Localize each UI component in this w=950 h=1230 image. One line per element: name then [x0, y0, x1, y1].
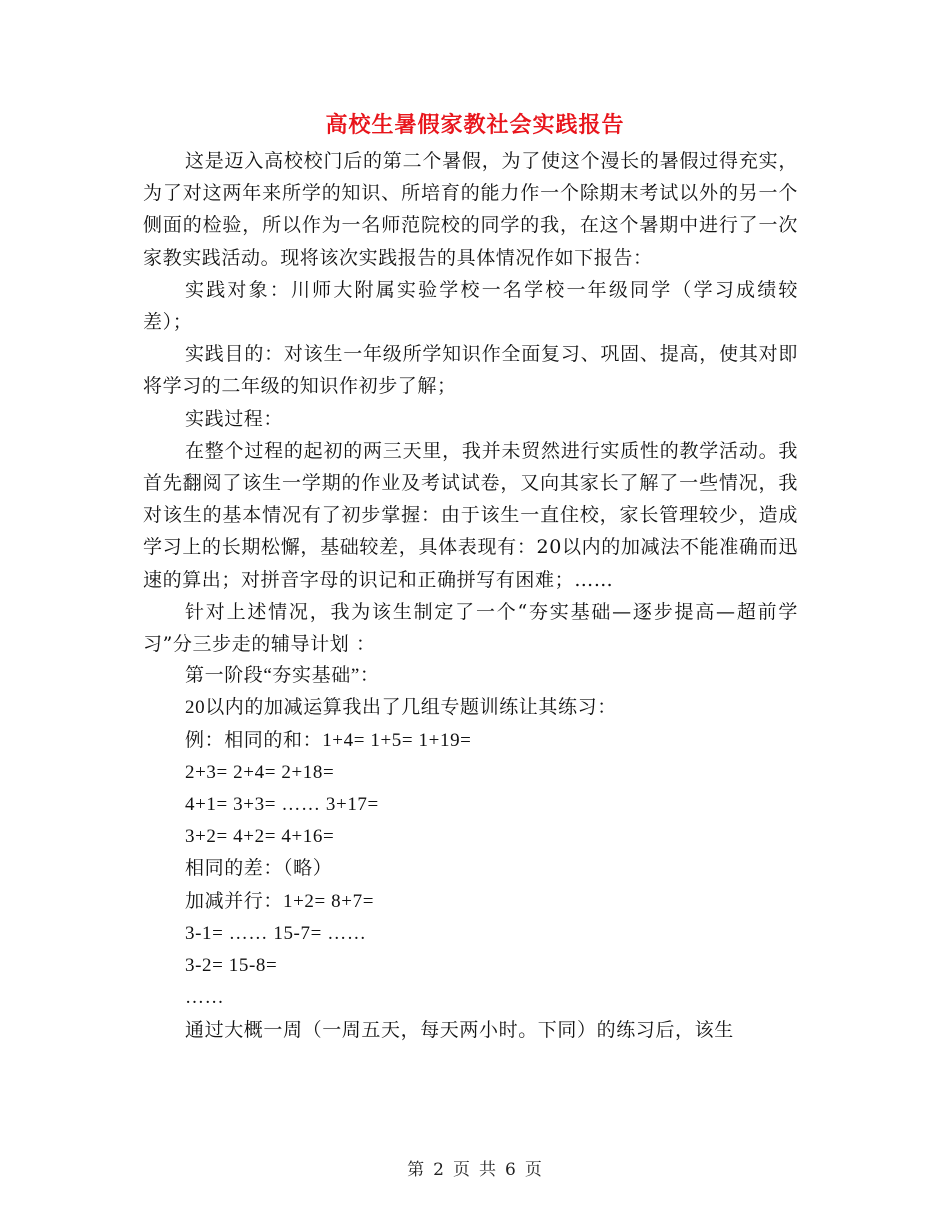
footer-page-number: 2 [433, 1160, 445, 1180]
stage-one-heading: 第一阶段“夯实基础”： [185, 665, 380, 687]
page-footer [0, 1155, 950, 1180]
document-body [143, 145, 798, 1047]
paragraph-plan: 针对上述情况，我为该生制定了一个“夯实基础—逐步提高—超前学习”分三步走的辅导计划 ： [143, 600, 798, 656]
footer-page-mid: 页 [453, 1160, 471, 1180]
footer-total-suffix: 页 [524, 1160, 543, 1180]
paragraph-intro: 这是迈入高校校门后的第二个暑假，为了使这个漫长的暑假过得充实，为了对这两年来所学的知识、所培育的能力作一个除期末考试以外的另一个侧面的检验，所以作为一名师范院校的同学的我，在这个暑期中进行了一次家教实践活动。现将该次实践报告的具体情况作如下报告： [143, 150, 798, 269]
paragraph-process-detail: 在整个过程的起初的两三天里，我并未贸然进行实质性的教学活动。我首先翻阅了该生一学期的作业及考试试卷，又向其家长了解了一些情况，我对该生的基本情况有了初步掌握：由于该生一直住校，家长管理较少，造成学习上的长期松懈，基础较差，具体表现有：20以内的加减法不能准确而迅速的算出；对拼音字母的识记和正确拼写有困难；…… [143, 439, 798, 591]
exercise-intro-line: 20以内的加减运算我出了几组专题训练让其练习： [185, 697, 617, 719]
footer-total-pages: 6 [505, 1160, 517, 1180]
paragraph-practice-purpose: 实践目的：对该生一年级所学知识作全面复习、巩固、提高，使其对即将学习的二年级的知识作初步了解； [143, 343, 798, 398]
paragraph-continuation: 通过大概一周（一周五天，每天两小时。下同）的练习后，该生 [185, 1019, 734, 1042]
paragraph-practice-process-heading: 实践过程： [185, 407, 284, 430]
exercise-line: 加减并行：1+2= 8+7= [185, 890, 375, 912]
exercise-line: 例：相同的和：1+4= 1+5= 1+19= [185, 729, 472, 751]
exercise-line: 4+1= 3+3= …… 3+17= [185, 794, 379, 816]
footer-total-prefix: 共 [479, 1160, 497, 1180]
ellipsis-line: …… [185, 987, 225, 1009]
exercise-line: 3-1= …… 15-7= …… [185, 922, 367, 944]
exercise-line: 3+2= 4+2= 4+16= [185, 826, 335, 848]
exercise-line: 3-2= 15-8= [185, 955, 278, 977]
exercise-line: 2+3= 2+4= 2+18= [185, 761, 335, 783]
paragraph-practice-subject: 实践对象：川师大附属实验学校一名学校一年级同学（学习成绩较差）； [143, 278, 798, 334]
document-title: 高校生暑假家教社会实践报告 [325, 112, 625, 138]
footer-page-prefix: 第 [407, 1160, 426, 1180]
exercise-line: 相同的差：（略） [185, 858, 333, 880]
